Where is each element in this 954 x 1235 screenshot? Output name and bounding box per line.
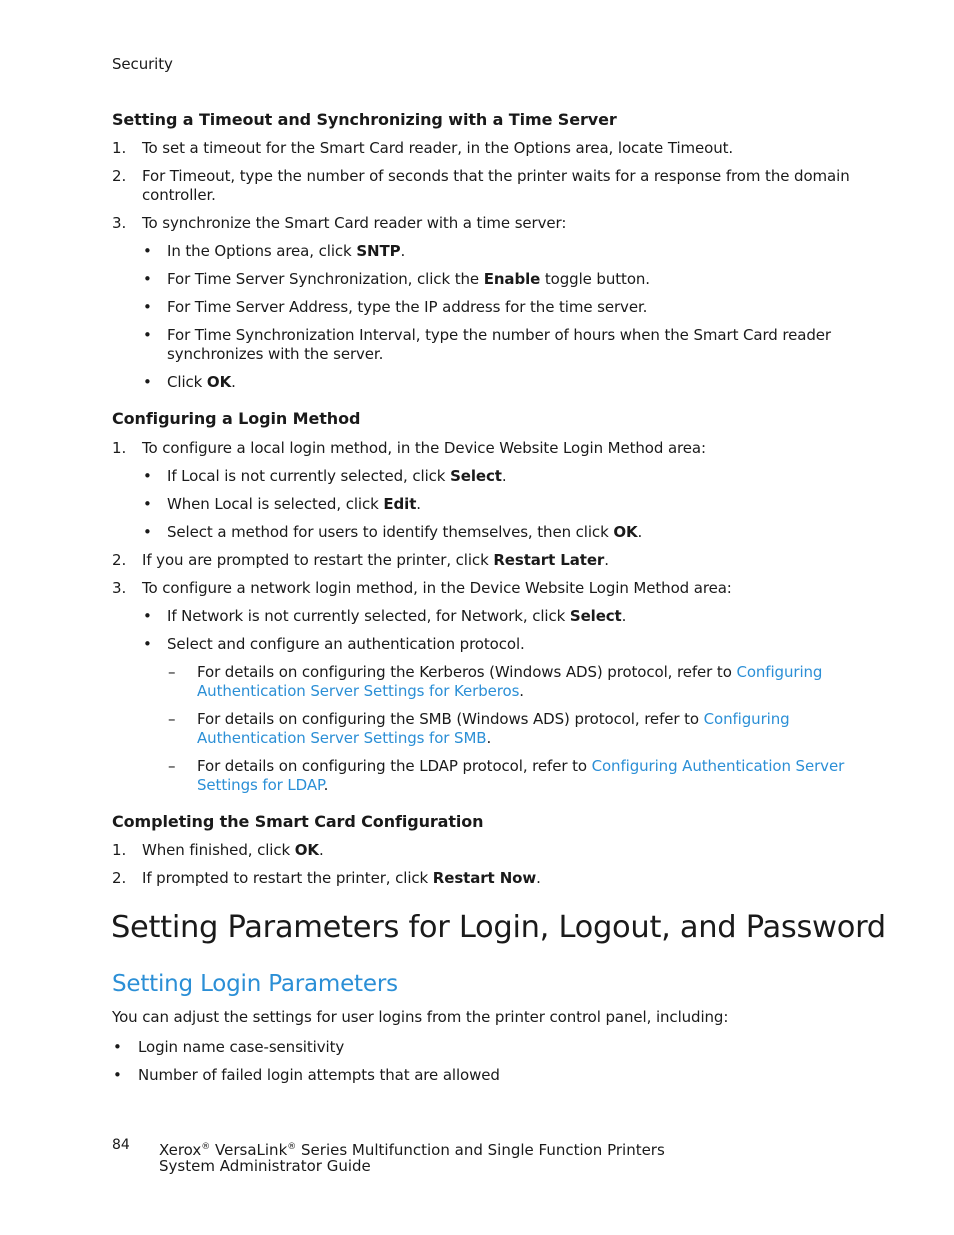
- bullet-text-cont: synchronizes with the server.: [167, 345, 384, 363]
- dash-text-cont: Settings for LDAP.: [197, 776, 329, 794]
- bullet-marker: •: [143, 523, 152, 541]
- sub-heading: Setting Login Parameters: [112, 971, 398, 997]
- step-text-cont: controller.: [142, 186, 216, 204]
- step-text: For Timeout, type the number of seconds that the printer waits for a response from the domain: [142, 167, 850, 185]
- bullet-text: Click OK.: [167, 373, 236, 391]
- bullet-marker: •: [143, 242, 152, 260]
- footer-product-line: Xerox® VersaLink® Series Multifunction and Single Function Printers: [159, 1141, 665, 1159]
- step-number: 2.: [112, 551, 127, 569]
- step-text: When finished, click OK.: [142, 841, 324, 859]
- bullet-text: When Local is selected, click Edit.: [167, 495, 421, 513]
- step-number: 2.: [112, 869, 127, 887]
- link-ldap[interactable]: Configuring Authentication Server: [591, 757, 845, 775]
- bullet-marker: •: [113, 1038, 122, 1056]
- dash-marker: –: [168, 663, 176, 681]
- step-text: To configure a network login method, in the Device Website Login Method area:: [142, 579, 732, 597]
- main-heading: Setting Parameters for Login, Logout, and Password: [111, 910, 886, 945]
- dash-text: For details on configuring the SMB (Windows ADS) protocol, refer to Configuring: [197, 710, 790, 728]
- dash-marker: –: [168, 710, 176, 728]
- step-number: 1.: [112, 841, 127, 859]
- bullet-text: For Time Server Synchronization, click the Enable toggle button.: [167, 270, 650, 288]
- bullet-text: Select and configure an authentication protocol.: [167, 635, 525, 653]
- page-number: 84: [112, 1137, 130, 1153]
- heading-completing: Completing the Smart Card Configuration: [112, 812, 484, 831]
- heading-timeout: Setting a Timeout and Synchronizing with a Time Server: [112, 110, 617, 129]
- bullet-marker: •: [143, 635, 152, 653]
- step-number: 3.: [112, 579, 127, 597]
- link-ldap-cont[interactable]: Settings for LDAP: [197, 776, 324, 794]
- link-kerberos-cont[interactable]: Authentication Server Settings for Kerberos: [197, 682, 520, 700]
- running-header: Security: [112, 55, 173, 73]
- intro-paragraph: You can adjust the settings for user logins from the printer control panel, including:: [112, 1008, 729, 1026]
- step-number: 1.: [112, 139, 127, 157]
- heading-login-method: Configuring a Login Method: [112, 409, 361, 428]
- bullet-text: For Time Synchronization Interval, type the number of hours when the Smart Card reader: [167, 326, 831, 344]
- step-text: If prompted to restart the printer, click Restart Now.: [142, 869, 541, 887]
- link-smb-cont[interactable]: Authentication Server Settings for SMB: [197, 729, 487, 747]
- bullet-text: For Time Server Address, type the IP address for the time server.: [167, 298, 648, 316]
- step-text: If you are prompted to restart the printer, click Restart Later.: [142, 551, 609, 569]
- bullet-marker: •: [143, 270, 152, 288]
- link-kerberos[interactable]: Configuring: [736, 663, 823, 681]
- bullet-marker: •: [143, 467, 152, 485]
- bullet-marker: •: [143, 495, 152, 513]
- bullet-text: If Local is not currently selected, click Select.: [167, 467, 507, 485]
- step-text: To set a timeout for the Smart Card reader, in the Options area, locate Timeout.: [142, 139, 734, 157]
- dash-text: For details on configuring the LDAP protocol, refer to Configuring Authentication Server: [197, 757, 845, 775]
- footer-guide-title: System Administrator Guide: [159, 1157, 371, 1175]
- step-text: To configure a local login method, in the Device Website Login Method area:: [142, 439, 706, 457]
- bullet-text: If Network is not currently selected, for Network, click Select.: [167, 607, 627, 625]
- dash-text-cont: Authentication Server Settings for Kerberos.: [197, 682, 524, 700]
- dash-marker: –: [168, 757, 176, 775]
- bullet-text: Select a method for users to identify themselves, then click OK.: [167, 523, 643, 541]
- step-number: 1.: [112, 439, 127, 457]
- dash-text: For details on configuring the Kerberos (Windows ADS) protocol, refer to Configuring: [197, 663, 823, 681]
- dash-text-cont: Authentication Server Settings for SMB.: [197, 729, 492, 747]
- step-number: 2.: [112, 167, 127, 185]
- bullet-marker: •: [143, 373, 152, 391]
- bullet-marker: •: [143, 607, 152, 625]
- bullet-marker: •: [143, 326, 152, 344]
- list-item: Number of failed login attempts that are allowed: [138, 1066, 500, 1084]
- step-text: To synchronize the Smart Card reader with a time server:: [142, 214, 567, 232]
- bullet-marker: •: [113, 1066, 122, 1084]
- link-smb[interactable]: Configuring: [703, 710, 790, 728]
- bullet-text: In the Options area, click SNTP.: [167, 242, 406, 260]
- bullet-marker: •: [143, 298, 152, 316]
- list-item: Login name case-sensitivity: [138, 1038, 345, 1056]
- step-number: 3.: [112, 214, 127, 232]
